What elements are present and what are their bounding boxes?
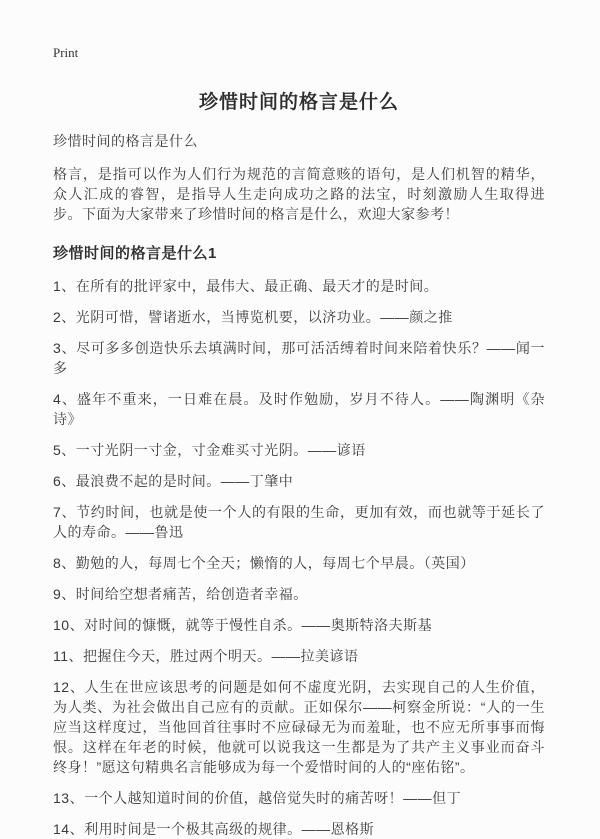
quote-item-1: 1、在所有的批评家中，最伟大、最正确、最天才的是时间。 bbox=[53, 278, 439, 294]
page-subtitle: 珍惜时间的格言是什么 bbox=[53, 133, 198, 149]
quote-item-9: 9、时间给空想者痛苦，给创造者幸福。 bbox=[53, 586, 308, 602]
quote-item-14: 14、利用时间是一个极其高级的规律。——恩格斯 bbox=[53, 821, 375, 837]
quote-item-10: 10、对时间的慷慨，就等于慢性自杀。——奥斯特洛夫斯基 bbox=[53, 617, 433, 633]
quote-item-4: 4、盛年不重来，一日难在晨。及时作勉励，岁月不待人。——陶渊明《杂诗》 bbox=[53, 391, 545, 427]
quote-item-12: 12、人生在世应该思考的问题是如何不虚度光阴，去实现自己的人生价值，为人类、为社会做出自己应有的贡献。正如保尔——柯察金所说：“人的一生应当这样度过，当他回首往事时不应碌碌无为而羞耻，也不应无所事事而悔恨。这样在年老的时候，他就可以说我这一生都是为了共产主义事业而奋斗终身！”愿这句精典名言能够成为每一个爱惜时间的人的“座佑铭”。 bbox=[53, 679, 545, 775]
quote-item-2: 2、光阴可惜，譬诸逝水，当博览机要，以济功业。——颜之推 bbox=[53, 309, 453, 325]
quote-item-7: 7、节约时间，也就是使一个人的有限的生命，更加有效，而也就等于延长了人的寿命。——鲁迅 bbox=[53, 504, 545, 540]
print-link[interactable]: Print bbox=[53, 45, 79, 60]
section-heading: 珍惜时间的格言是什么1 bbox=[53, 245, 217, 262]
quote-item-8: 8、勤勉的人，每周七个全天；懒惰的人，每周七个早晨。（英国） bbox=[53, 555, 475, 571]
quote-item-5: 5、一寸光阴一寸金，寸金难买寸光阴。——谚语 bbox=[53, 442, 366, 458]
quote-item-6: 6、最浪费不起的是时间。——丁肇中 bbox=[53, 473, 294, 489]
intro-paragraph: 格言，是指可以作为人们行为规范的言简意赅的语句，是人们机智的精华，众人汇成的睿智，是指导人生走向成功之路的法宝，时刻激励人生取得进步。下面为大家带来了珍惜时间的格言是什么，欢迎大家参考！ bbox=[53, 166, 545, 222]
quote-item-3: 3、尽可多多创造快乐去填满时间，那可活活缚着时间来陪着快乐？——闻一多 bbox=[53, 340, 545, 376]
quote-item-13: 13、一个人越知道时间的价值，越倍觉失时的痛苦呀！——但丁 bbox=[53, 790, 462, 806]
quote-item-11: 11、把握住今天，胜过两个明天。——拉美谚语 bbox=[53, 648, 359, 664]
page-title: 珍惜时间的格言是什么 bbox=[198, 92, 399, 113]
